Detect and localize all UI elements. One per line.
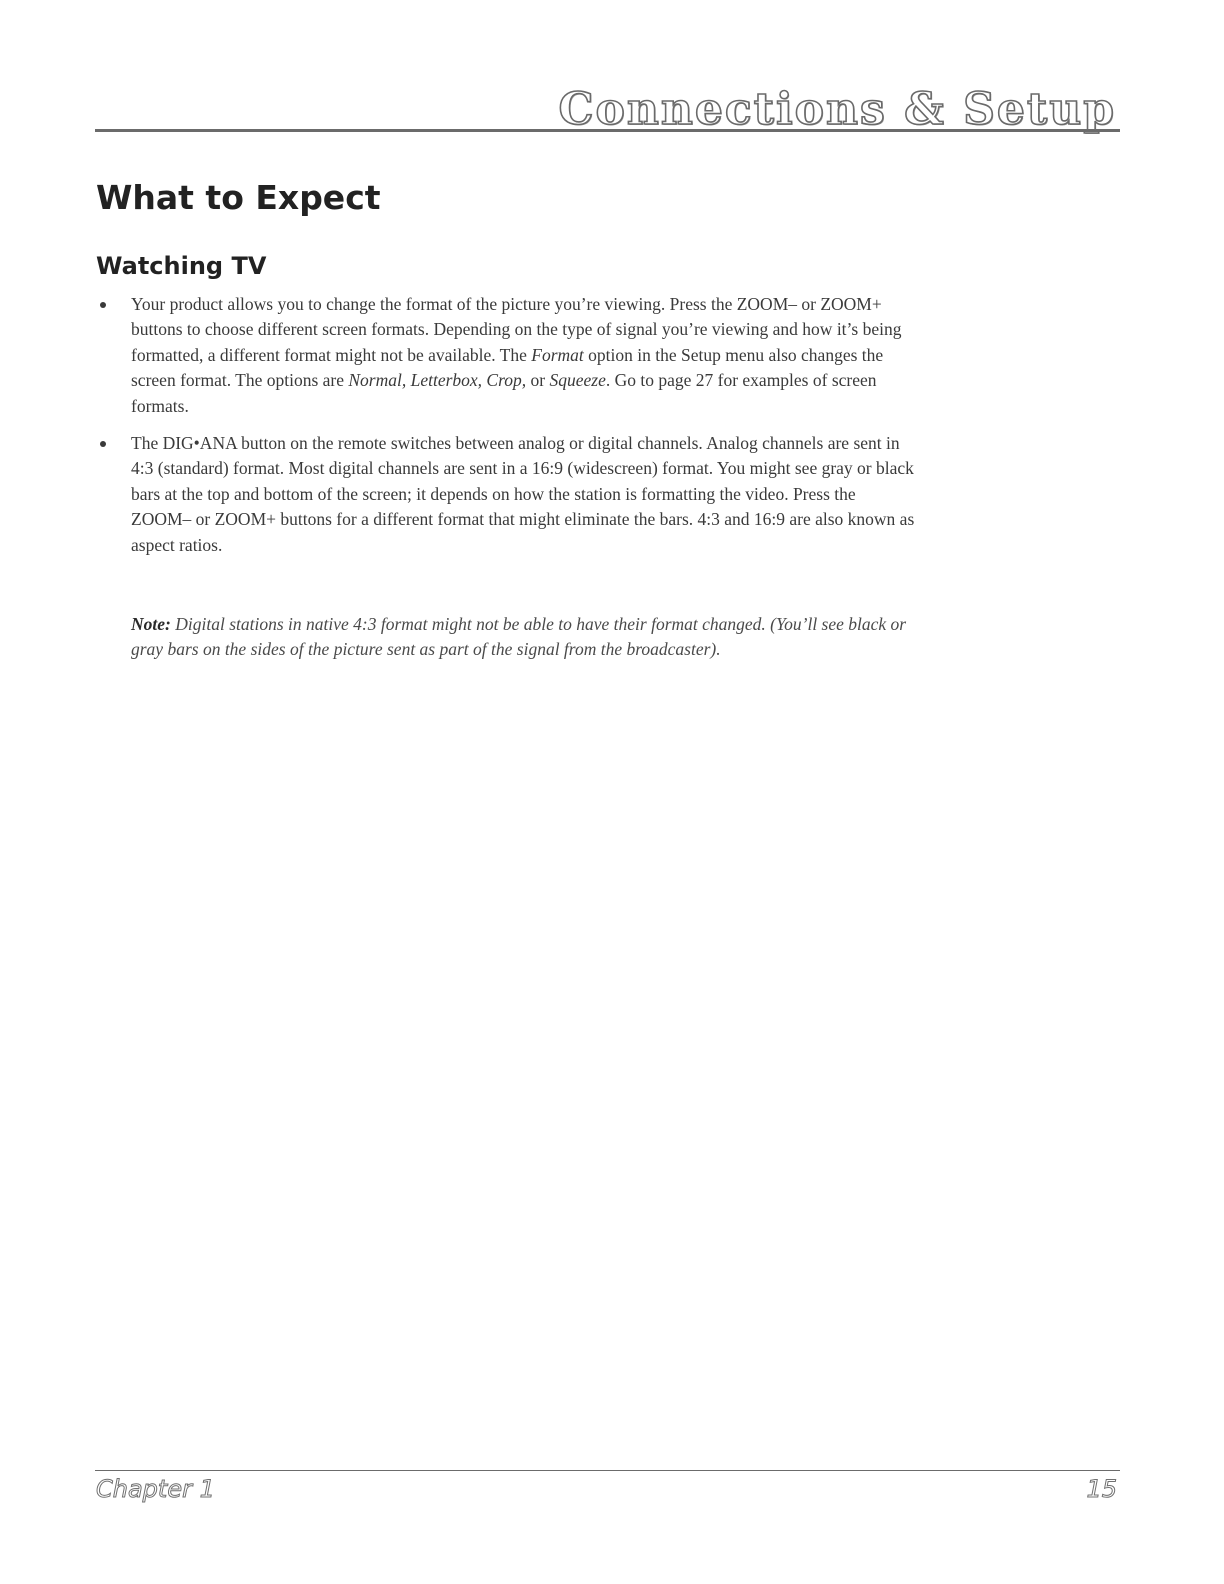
page-number: 15: [1086, 1475, 1117, 1503]
list-item: [96, 292, 916, 419]
bullet-text-part: option in the Setup menu also changes the screen format. The options are: [131, 344, 884, 391]
page-title: What to Expect: [96, 178, 381, 217]
note-text: Digital stations in native 4:3 format might not be able to have their format changed. (You’ll see black or gray bars on the sides of the picture sent as part of the signal from the broadcaster).: [131, 614, 907, 660]
note-label: Note:: [131, 614, 171, 634]
format-option-squeeze: Squeeze: [549, 370, 606, 391]
bullet-text: The DIG•ANA button on the remote switches between analog or digital channels. Analog channels are sent in 4:3 (standard) format. Most digital channels are sent in a 16:9 (widescreen) format. You might see gray or black bars at the top and bottom of the screen; it depends on how the station is formatting the video. Press the ZOOM– or ZOOM+ buttons for a different format that might eliminate the bars. 4:3 and 16:9 are also known as aspect ratios.: [131, 433, 915, 555]
bullet-text-part: or: [526, 370, 550, 391]
format-option-name: Format: [531, 344, 584, 365]
format-options-list: Normal, Letterbox, Crop,: [348, 370, 527, 391]
section-title: Watching TV: [96, 252, 267, 280]
header-divider: [95, 129, 1120, 132]
bullet-text-part: Your product allows you to change the format of the picture you’re viewing. Press the ZOOM– or ZOOM+ buttons to choose different screen formats. Depending on the type of signal you’re viewing and how it’s being formatted, a different format might not be available. The: [131, 294, 902, 365]
bullet-icon: [100, 441, 106, 447]
footer-chapter: Chapter 1: [96, 1475, 215, 1503]
footer-divider: [95, 1470, 1120, 1471]
bullet-list: [96, 292, 916, 570]
note: [131, 612, 921, 663]
list-item: [96, 431, 916, 558]
bullet-text-part: . Go to page 27 for examples of screen formats.: [131, 370, 877, 416]
bullet-icon: [100, 302, 106, 308]
header-title: Connections & Setup: [558, 84, 1116, 135]
